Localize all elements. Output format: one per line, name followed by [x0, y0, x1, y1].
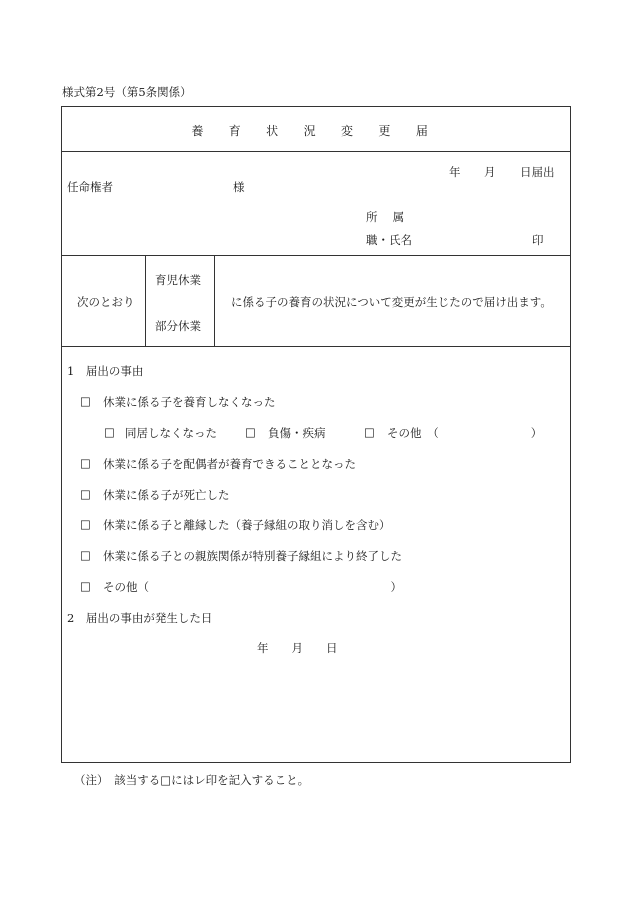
- seal-label: 印: [532, 233, 544, 247]
- divider-reason-right: [214, 255, 215, 346]
- sub-item-no-longer-cohabiting: 同居しなくなった: [125, 426, 217, 440]
- checkbox[interactable]: □: [80, 548, 91, 562]
- form-title: 養 育 状 況 変 更 届: [191, 124, 439, 138]
- option-partial-leave: 部分休業: [155, 319, 201, 333]
- checkbox[interactable]: □: [245, 425, 256, 439]
- item-spouse-can-raise: 休業に係る子を配偶者が養育できることとなった: [103, 457, 356, 471]
- divider-header: [61, 255, 571, 256]
- item-no-longer-raising: 休業に係る子を養育しなくなった: [103, 395, 276, 409]
- checkbox[interactable]: □: [80, 487, 91, 501]
- name-label: 職・氏名: [366, 233, 412, 247]
- divider-reason: [61, 346, 571, 347]
- sub-item-injury-illness: 負傷・疾病: [268, 426, 326, 440]
- date-month-label: 月: [484, 165, 496, 179]
- item-special-adoption-ended: 休業に係る子との親族関係が特別養子縁組により終了した: [103, 549, 402, 563]
- reason-prefix: 次のとおり: [77, 295, 135, 309]
- item-dissolved-adoption: 休業に係る子と離縁した（養子縁組の取り消しを含む）: [103, 518, 391, 532]
- checkbox[interactable]: □: [104, 425, 115, 439]
- divider-title: [61, 151, 571, 152]
- checkbox[interactable]: □: [80, 579, 91, 593]
- checkbox[interactable]: □: [80, 394, 91, 408]
- item-other: その他（ ）: [103, 580, 402, 594]
- form-number-label: 様式第2号（第5条関係）: [62, 85, 192, 99]
- divider-reason-left: [145, 255, 146, 346]
- footnote: （注） 該当する□にはレ印を記入すること。: [74, 773, 310, 787]
- checkbox[interactable]: □: [80, 456, 91, 470]
- option-childcare-leave: 育児休業: [155, 273, 201, 287]
- appointer-label: 任命権者: [67, 180, 113, 194]
- checkbox[interactable]: □: [80, 517, 91, 531]
- item-child-deceased: 休業に係る子が死亡した: [103, 488, 230, 502]
- reason-statement: に係る子の養育の状況について変更が生じたので届け出ます。: [231, 295, 552, 309]
- appointer-honorific: 様: [233, 180, 245, 194]
- occurrence-date: 年 月 日: [257, 641, 338, 655]
- affiliation-label: 所 属: [366, 210, 405, 224]
- section1-heading: 1 届出の事由: [67, 364, 144, 378]
- sub-item-other: その他 （ ）: [387, 426, 543, 440]
- section2-heading: 2 届出の事由が発生した日: [67, 611, 213, 625]
- date-year-label: 年: [449, 165, 461, 179]
- checkbox[interactable]: □: [364, 425, 375, 439]
- date-day-submit-label: 日届出: [520, 165, 555, 179]
